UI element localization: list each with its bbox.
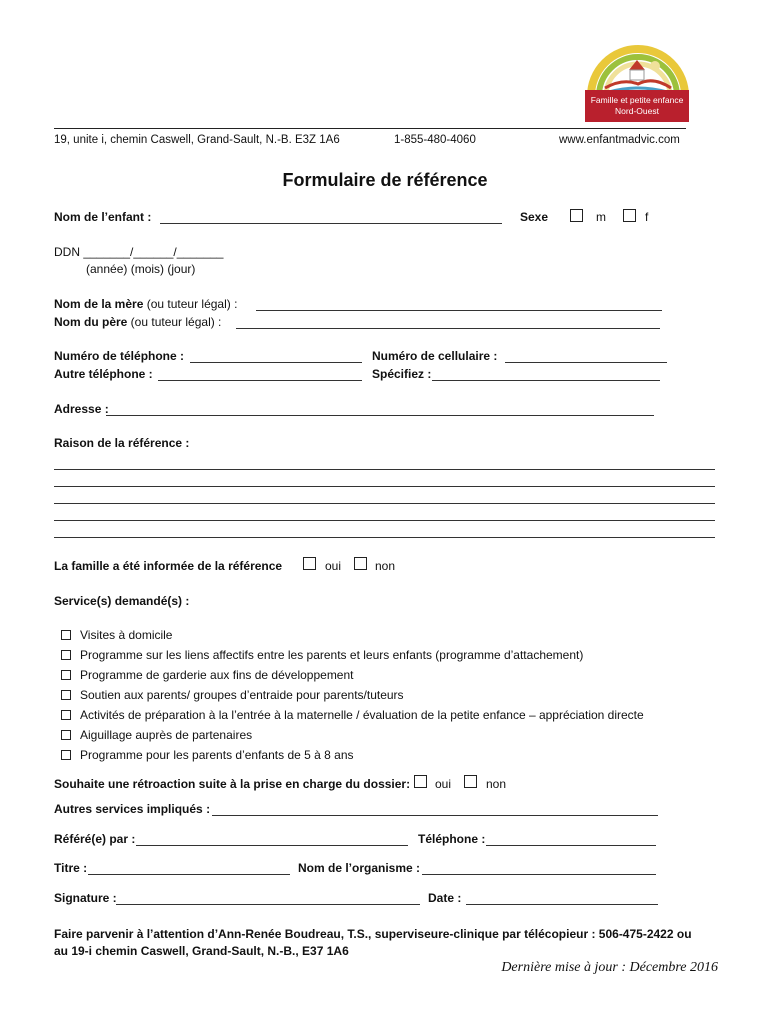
other-tel-field[interactable]: [158, 380, 362, 381]
sex-m-label: m: [596, 210, 606, 224]
date-label: Date :: [428, 891, 462, 905]
instructions-line2: au 19-i chemin Caswell, Grand-Sault, N.-B., E37 1A6: [54, 944, 349, 958]
titre-field[interactable]: [88, 874, 290, 875]
specify-field[interactable]: [432, 380, 660, 381]
service-item: Soutien aux parents/ groupes d’entraide pour parents/tuteurs: [80, 688, 404, 702]
sex-label: Sexe: [520, 210, 549, 224]
org-label: Nom de l’organisme :: [298, 861, 421, 875]
header-rule: [54, 128, 686, 129]
informed-no-label: non: [375, 559, 396, 573]
address-field[interactable]: [106, 415, 654, 416]
service-checkbox[interactable]: [61, 730, 71, 740]
referred-by-label: Référé(e) par :: [54, 832, 136, 846]
logo-text-line2: Nord-Ouest: [615, 106, 659, 116]
service-item: Aiguillage auprès de partenaires: [80, 728, 253, 742]
page-title: Formulaire de référence: [282, 170, 488, 190]
informed-yes-label: oui: [325, 559, 342, 573]
signature-label: Signature :: [54, 891, 117, 905]
father-field[interactable]: [236, 328, 660, 329]
header-phone: 1-855-480-4060: [394, 134, 476, 146]
tel-field[interactable]: [190, 362, 362, 363]
reason-line[interactable]: [54, 520, 715, 521]
titre-label: Titre :: [54, 861, 88, 875]
service-checkbox[interactable]: [61, 710, 71, 720]
mother-label: Nom de la mère (ou tuteur légal) :: [54, 297, 238, 311]
address-label: Adresse :: [54, 402, 109, 416]
telephone-label: Téléphone :: [418, 832, 486, 846]
reason-line[interactable]: [54, 469, 715, 470]
service-item: Programme pour les parents d’enfants de 5 à 8 ans: [80, 748, 354, 762]
org-field[interactable]: [422, 874, 656, 875]
service-item: Programme de garderie aux fins de développement: [80, 668, 354, 682]
date-field[interactable]: [466, 904, 658, 905]
father-label: Nom du père (ou tuteur légal) :: [54, 315, 222, 329]
feedback-yes-label: oui: [435, 777, 452, 791]
services-label: Service(s) demandé(s) :: [54, 594, 190, 608]
reason-line[interactable]: [54, 503, 715, 504]
specify-label: Spécifiez :: [372, 367, 432, 381]
instructions-line1: Faire parvenir à l’attention d’Ann-Renée Boudreau, T.S., superviseure-clinique par télécopieur : 506-475-2422 ou: [54, 927, 692, 941]
informed-label: La famille a été informée de la référence: [54, 559, 283, 573]
feedback-no-checkbox[interactable]: [464, 775, 477, 788]
logo-label: [585, 90, 689, 122]
signature-field[interactable]: [116, 904, 420, 905]
informed-no-checkbox[interactable]: [354, 557, 367, 570]
service-item: Programme sur les liens affectifs entre les parents et leurs enfants (programme d’attachement): [80, 648, 584, 662]
referred-by-field[interactable]: [136, 845, 408, 846]
service-item: Visites à domicile: [80, 628, 173, 642]
other-tel-label: Autre téléphone :: [54, 367, 153, 381]
service-checkbox[interactable]: [61, 630, 71, 640]
sex-m-checkbox[interactable]: [570, 209, 583, 222]
feedback-label: Souhaite une rétroaction suite à la prise en charge du dossier:: [54, 777, 411, 791]
ddn-sublabel: (année) (mois) (jour): [86, 262, 196, 276]
tel-label: Numéro de téléphone :: [54, 349, 185, 363]
header-website[interactable]: www.enfantmadvic.com: [559, 134, 680, 146]
reason-line[interactable]: [54, 537, 715, 538]
sex-f-label: f: [645, 210, 649, 224]
other-services-label: Autres services impliqués :: [54, 802, 211, 816]
telephone-field[interactable]: [486, 845, 656, 846]
sex-f-checkbox[interactable]: [623, 209, 636, 222]
cell-field[interactable]: [505, 362, 667, 363]
child-name-field[interactable]: [160, 223, 502, 224]
service-item: Activités de préparation à la l’entrée à la maternelle / évaluation de la petite enfance – appréciation directe: [80, 708, 644, 722]
reason-label: Raison de la référence :: [54, 436, 190, 450]
reason-line[interactable]: [54, 486, 715, 487]
service-checkbox[interactable]: [61, 690, 71, 700]
last-updated: Dernière mise à jour : Décembre 2016: [501, 960, 718, 975]
ddn-field[interactable]: DDN _______/______/_______: [54, 245, 224, 259]
feedback-no-label: non: [486, 777, 507, 791]
service-checkbox[interactable]: [61, 670, 71, 680]
service-checkbox[interactable]: [61, 650, 71, 660]
cell-label: Numéro de cellulaire :: [372, 349, 498, 363]
informed-yes-checkbox[interactable]: [303, 557, 316, 570]
logo-text-line1: Famille et petite enfance: [590, 95, 684, 105]
other-services-field[interactable]: [212, 815, 658, 816]
header-address: 19, unite i, chemin Caswell, Grand-Sault, N.-B. E3Z 1A6: [54, 134, 340, 146]
service-checkbox[interactable]: [61, 750, 71, 760]
child-name-label: Nom de l’enfant :: [54, 210, 152, 224]
mother-field[interactable]: [256, 310, 662, 311]
feedback-yes-checkbox[interactable]: [414, 775, 427, 788]
